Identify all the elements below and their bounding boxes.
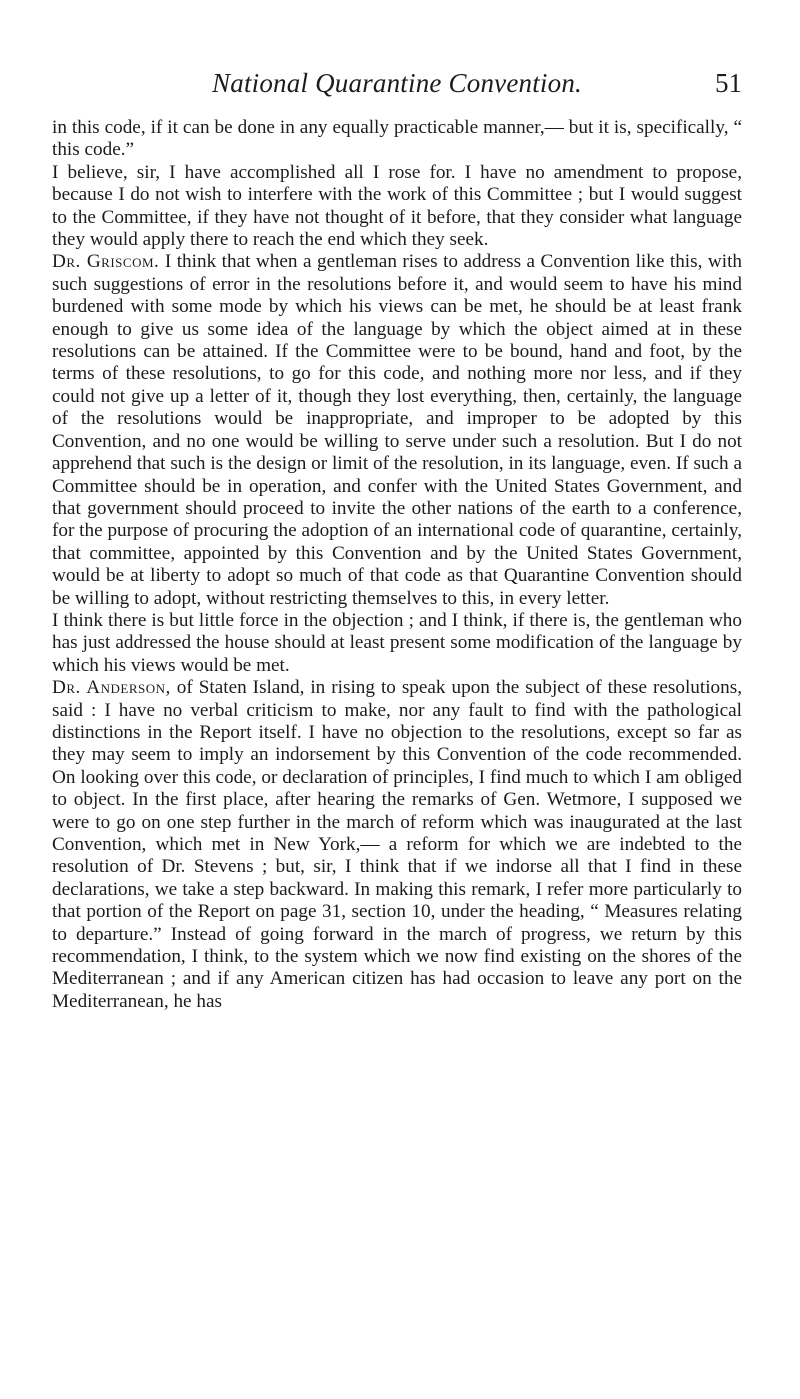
paragraph <box>52 251 742 610</box>
paragraph <box>52 117 742 162</box>
paragraph <box>52 162 742 252</box>
page-number: 51 <box>715 68 742 98</box>
speaker-name: Dr. Griscom. <box>52 251 160 273</box>
paragraph <box>52 610 742 677</box>
paragraph-text: I believe, sir, I have accomplished all I rose for. I have no amendment to propose, because I do not wish to interfere with the work of this Committee ; but I would suggest to the Committee, if they have not thought of it before, that they consider what language they would apply there to reach the end which they seek. <box>52 161 742 251</box>
paragraph-text: in this code, if it can be done in any equally practicable manner,— but it is, specifically, “ this code.” <box>52 117 742 161</box>
paragraph <box>52 677 742 1013</box>
speaker-name: Dr. Anderson, <box>52 677 171 699</box>
paragraph-text: of Staten Island, in rising to speak upon the subject of these resolutions, said : I have no verbal criticism to make, nor any fault to find with the pathological distinctions in the Report itself. I have no objection to the resolutions, except so far as they may seem to imply an indorsement by this Convention of the code recommended. On looking over this code, or declaration of principles, I find much to which I am obliged to object. In the first place, after hearing the remarks of Gen. Wetmore, I supposed we were to go on one step further in the march of reform which was inaugurated at the last Convention, which met in New York,— a reform for which we are indebted to the resolution of Dr. Stevens ; but, sir, I think that if we indorse all that I find in these declarations, we take a step backward. In making this remark, I refer more particularly to that portion of the Report on page 31, section 10, under the heading, “ Measures relating to departure.” Instead of going forward in the march of progress, we return by this recommendation, I think, to the system which we now find existing on the shores of the Mediterranean ; and if any American citizen has had occasion to leave any port on the Mediterranean, he has <box>52 677 742 1012</box>
body-text <box>52 117 742 1013</box>
running-head <box>52 60 742 104</box>
paragraph-text: I think that when a gentleman rises to address a Convention like this, with such suggestions of error in the resolutions before it, and would seem to have his mind burdened with some mode by which his views can be met, he should be at least frank enough to give us some idea of the language by which the object aimed at in these resolutions can be attained. If the Committee were to be bound, hand and foot, by the terms of these resolutions, to go for this code, and nothing more nor less, and if they could not give up a letter of it, though they lost everything, then, certainly, the language of the resolutions would be inappropriate, and improper to be adopted by this Convention, and no one would be willing to serve under such a resolution. But I do not apprehend that such is the design or limit of the resolution, in its language, even. If such a Committee should be in operation, and confer with the United States Government, and that government should proceed to invite the other nations of the earth to a conference, for the purpose of procuring the adoption of an international code of quarantine, certainly, that committee, appointed by this Convention and by the United States Government, would be at liberty to adopt so much of that code as that Quarantine Convention should be willing to adopt, without restricting themselves to this, in every letter. <box>52 251 742 609</box>
paragraph-text: I think there is but little force in the objection ; and I think, if there is, the gentleman who has just addressed the house should at least present some modification of the language by which his views would be met. <box>52 609 742 676</box>
running-title: National Quarantine Convention. <box>212 68 582 98</box>
